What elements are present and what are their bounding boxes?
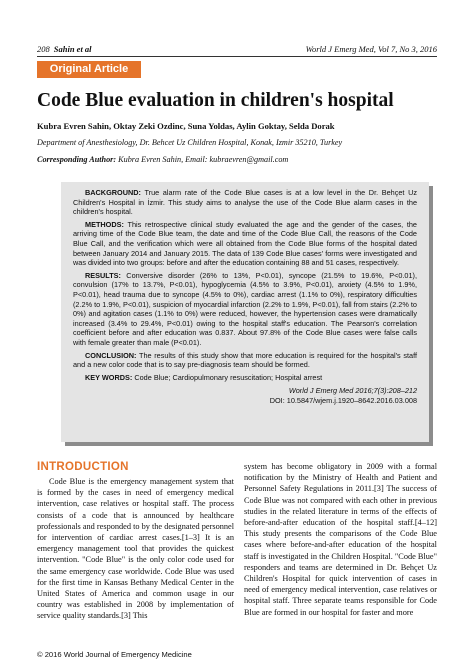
page-number: 208 [37,44,50,54]
author-short: Sahin et al [53,44,92,54]
author-list: Kubra Evren Sahin, Oktay Zeki Ozdinc, Suna Yoldas, Aylin Goktay, Selda Dorak [37,121,335,131]
introduction-paragraph-2: system has become obligatory in 2009 with a formal notification by the Ministry of Health and Patient and Personnel Safety Regulations in 2011.[3] The success of Code Blue was not compared with each other in previous studies in the related literature in terms of the effects of before-and-after education of the hospital staff.[4–12] This study presents the comparisons of the Code Blue cases where before-and-after education of the hospital staff is investigated in the Children Hospital. "Code Blue" responders and teams are determined in Dr. Behçet Uz Children's Hospital for quick intervention of cases in need of emergency medical intervention, case relatives or hospital staff. Three separate teams responsible for Code Blue are formed in our hospital for faster and more [244,462,437,617]
keywords-text: Code Blue; Cardiopulmonary resuscitation; Hospital arrest [134,372,323,382]
background-label: BACKGROUND: [85,188,141,197]
journal-reference: World J Emerg Med, Vol 7, No 3, 2016 [305,44,437,54]
abstract-keywords [73,373,417,383]
background-text: True alarm rate of the Code Blue cases is at a low level in the Dr. Behçet Uz Children's Hospital in İzmir. This study aims to analyse the use of the Code Blue alarm cases in the children's hospital. [73,188,417,217]
abstract-methods [73,220,417,268]
abstract-box [61,182,429,442]
methods-text: This retrospective clinical study evaluated the age and the gender of the cases, the arriving time of the Code Blue team, the date and time of the Code Blue Call, the reasons of the Code Blue Call, and the verification which were all obtained from the Code Blue forms of the hospital dated between January 2014 and January 2015. The data of 139 Code Blue cases' forms were investigated and was divided into two groups: before and after the education containing 88 and 51 cases, respectively. [73,219,417,268]
article-type-badge: Original Article [37,61,141,78]
abstract-conclusion [73,351,417,370]
abstract-results [73,271,417,348]
article-title: Code Blue evaluation in children's hospital [37,90,394,111]
body-column-left [37,461,234,622]
corresponding-label: Corresponding Author: [37,155,117,164]
citation-text: World J Emerg Med 2016;7(3):208–212 [288,386,417,396]
keywords-label: KEY WORDS: [85,372,133,382]
introduction-paragraph-1: Code Blue is the emergency management system that is formed by the cases in need of emergency medical intervention, case relatives or hospital staff. The process consists of a code that is announced by healthcare professionals and responded to by the designated personnel for intervention of cardiac arrest cases.[1–3] It is an emergency management tool that provides the quickest intervention. "Code Blue" is the only color code used for the same emergency case worldwide. Code Blue was used for the first time in Kansas Bethany Medical Center in the United States of America and common usage in our country was established in 2008 by implementation of service quality standards.[3] This [37,477,235,621]
methods-label: METHODS: [85,219,124,229]
running-header-left [37,44,92,54]
citation [73,386,417,396]
conclusion-label: CONCLUSION: [85,350,137,360]
corresponding-author [37,155,288,164]
body-column-right [244,461,437,618]
copyright-footer: © 2016 World Journal of Emergency Medicine [37,650,192,659]
conclusion-text: The results of this study show that more education is required for the hospital's staff and a new color code that is to say pre-diagnosis team should be formed. [73,350,417,370]
results-label: RESULTS: [85,270,121,280]
header-rule [37,56,437,57]
introduction-heading: INTRODUCTION [37,461,129,473]
results-text: Conversive disorder (26% to 13%, P<0.01), syncope (21.5% to 19.6%, P<0.01), convulsion (17% to 13.7%, P<0.01), hypoglycemia (4.5% to 3.9%, P<0.01), anxiety (4.5% to 1.9%, P<0.01), head trauma due to syncope (4.5% to 0%), cardiac arrest (1.1% to 0%), respiratory difficulties (2.2% to 1.9%, P<0.01), suspicion of myocardial infarction (2.2% to 1.9%, P<0.01), fall from stairs (2.2% to 0%) and agitation cases (1.1% to 0%) were reduced, however, the hypertension cases were dramatically increased (3.4% to 29.4%, P<0.01) owing to the hospital staff's education. The Pearson's correlation coefficient before and after education was 0.837. About 97.8% of the Code Blue cases were false calls with female greater than male (P<0.01). [73,270,417,347]
affiliation: Department of Anesthesiology, Dr. Behcet Uz Children Hospital, Konak, Izmir 35210, Turkey [37,138,343,147]
abstract-background [73,188,417,217]
corresponding-text: Kubra Evren Sahin, Email: kubraevren@gmail.com [118,155,289,164]
doi: DOI: 10.5847/wjem.j.1920–8642.2016.03.008 [269,395,417,405]
